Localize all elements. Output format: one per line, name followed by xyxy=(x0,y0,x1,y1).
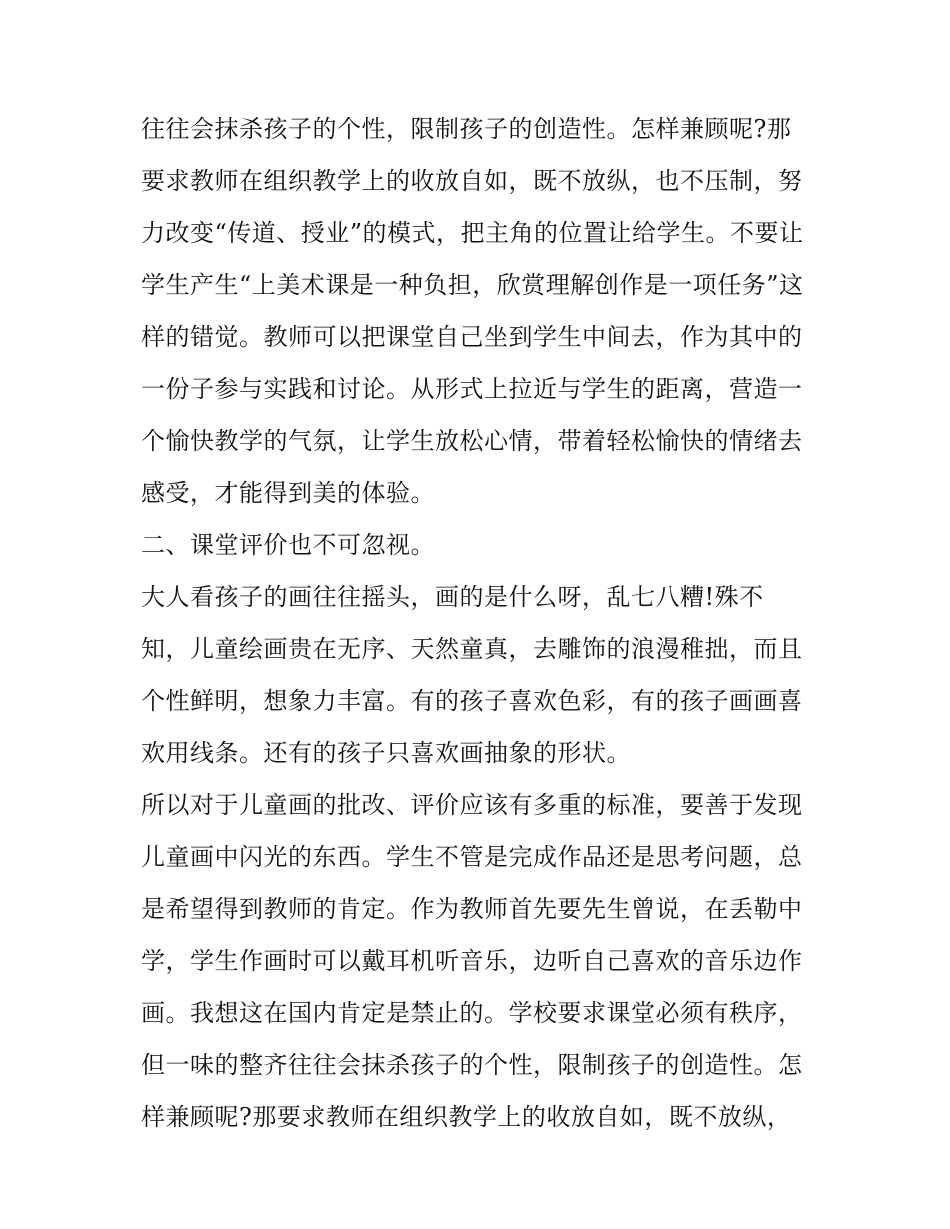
text-line: 画。我想这在国内肯定是禁止的。学校要求课堂必须有秩序， xyxy=(141,999,803,1027)
text-line: 一份子参与实践和讨论。从形式上拉近与学生的距离，营造一 xyxy=(141,375,803,403)
body-text xyxy=(141,103,821,1143)
text-line: 但一味的整齐往往会抹杀孩子的个性，限制孩子的创造性。怎 xyxy=(141,1051,803,1079)
text-line: 学生产生“上美术课是一种负担，欣赏理解创作是一项任务”这 xyxy=(141,271,804,299)
text-line: 学，学生作画时可以戴耳机听音乐，边听自己喜欢的音乐边作 xyxy=(141,947,803,975)
text-line: 要求教师在组织教学上的收放自如，既不放纵，也不压制，努 xyxy=(141,167,803,195)
text-line: 儿童画中闪光的东西。学生不管是完成作品还是思考问题，总 xyxy=(141,843,803,871)
text-line: 大人看孩子的画往往摇头，画的是什么呀，乱七八糟!殊不 xyxy=(141,583,764,611)
text-line: 个性鲜明，想象力丰富。有的孩子喜欢色彩，有的孩子画画喜 xyxy=(141,687,803,715)
text-line: 欢用线条。还有的孩子只喜欢画抽象的形状。 xyxy=(141,739,631,767)
text-line: 往往会抹杀孩子的个性，限制孩子的创造性。怎样兼顾呢?那 xyxy=(141,115,792,143)
text-line: 所以对于儿童画的批改、评价应该有多重的标准，要善于发现 xyxy=(141,791,803,819)
text-line: 感受，才能得到美的体验。 xyxy=(141,479,435,507)
text-line: 样的错觉。教师可以把课堂自己坐到学生中间去，作为其中的 xyxy=(141,323,803,351)
section-heading: 二、课堂评价也不可忽视。 xyxy=(141,531,435,559)
text-line: 知，儿童绘画贵在无序、天然童真，去雕饰的浪漫稚拙，而且 xyxy=(141,635,803,663)
text-line: 是希望得到教师的肯定。作为教师首先要先生曾说，在丢勒中 xyxy=(141,895,803,923)
text-line: 力改变“传道、授业”的模式，把主角的位置让给学生。不要让 xyxy=(141,219,804,247)
text-line: 个愉快教学的气氛，让学生放松心情，带着轻松愉快的情绪去 xyxy=(141,427,803,455)
text-line: 样兼顾呢?那要求教师在组织教学上的收放自如，既不放纵， xyxy=(141,1103,792,1131)
